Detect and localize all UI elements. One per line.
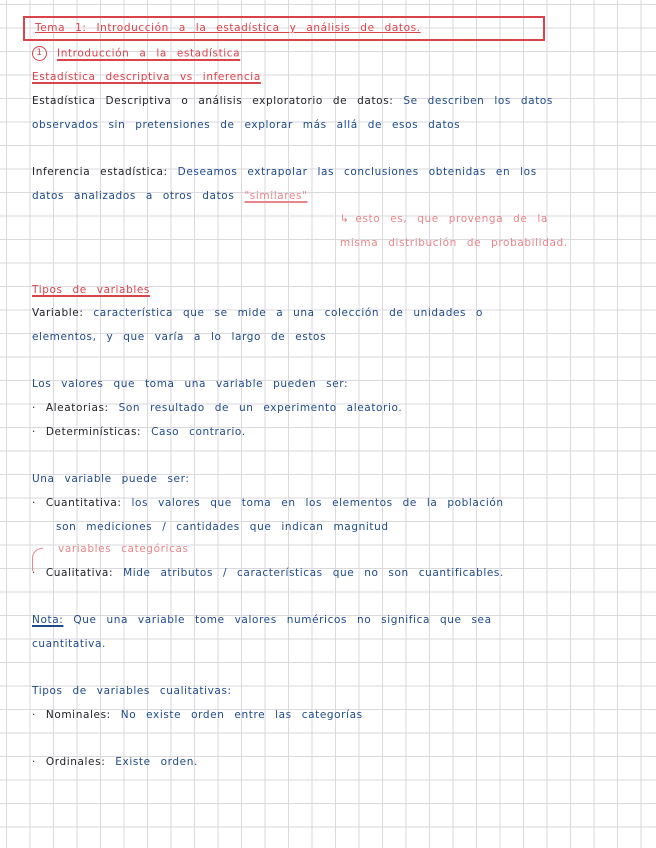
puede-intro: Una variable puede ser: <box>32 473 190 485</box>
inferencia-line-1 <box>32 165 648 179</box>
cualitativa-text: Mide atributos / características que no son cuantificables. <box>123 567 504 579</box>
inferencia-term: Inferencia estadística: <box>32 166 168 178</box>
section-heading <box>32 46 648 61</box>
deterministicas-line <box>32 425 648 439</box>
subheading: Estadística descriptiva vs inferencia <box>32 71 261 83</box>
inferencia-text-2: datos analizados a otros datos <box>32 190 235 202</box>
cualitativa-term: · Cualitativa: <box>32 567 114 579</box>
descriptiva-text-2: observados sin pretensiones de explorar más allá de esos datos <box>32 119 461 131</box>
categoricas-note: variables categóricas <box>58 543 189 555</box>
title-box <box>23 16 545 41</box>
tipos-heading: Tipos de variables <box>32 284 150 296</box>
nota-text-1: Que una variable tome valores numéricos no significa que sea <box>73 614 492 626</box>
valores-intro: Los valores que toma una variable pueden ser: <box>32 378 349 390</box>
deterministicas-term: · Determinísticas: <box>32 426 142 438</box>
inferencia-line-2 <box>32 189 648 203</box>
deterministicas-text: Caso contrario. <box>151 426 246 438</box>
nominales-term: · Nominales: <box>32 709 111 721</box>
descriptiva-text-1: Se describen los datos <box>403 95 554 107</box>
nominales-text: No existe orden entre las categorías <box>120 709 363 721</box>
nota-term: Nota: <box>32 614 64 626</box>
ordinales-text: Existe orden. <box>115 756 198 768</box>
inferencia-note-2: misma distribución de probabilidad. <box>340 237 568 249</box>
variable-line-1 <box>32 306 648 320</box>
descriptiva-term: Estadística Descriptiva o análisis exploratorio de datos: <box>32 95 394 107</box>
section-number: 1 <box>32 46 47 61</box>
similares-highlight: "similares" <box>244 190 308 202</box>
aleatorias-line <box>32 401 648 415</box>
page-title: Tema 1: Introducción a la estadística y análisis de datos. <box>35 22 421 34</box>
arrow-icon: ↳ <box>340 213 350 225</box>
ordinales-line <box>32 755 648 769</box>
cuantitativa-line-1 <box>32 496 648 510</box>
section-heading-text: Introducción a la estadística <box>57 47 241 60</box>
inferencia-note-1: ↳ esto es, que provenga de la <box>340 213 548 225</box>
nota-line-1 <box>32 613 648 627</box>
variable-text-1: característica que se mide a una colección de unidades o <box>93 307 484 319</box>
cuantitativa-text-1: los valores que toma en los elementos de la población <box>131 497 504 509</box>
variable-term: Variable: <box>32 307 84 319</box>
descriptiva-line-1 <box>32 94 648 108</box>
variable-text-2: elementos, y que varía a lo largo de estos <box>32 331 327 343</box>
cualitativas-heading: Tipos de variables cualitativas: <box>32 685 232 697</box>
aleatorias-text: Son resultado de un experimento aleatorio. <box>118 402 403 414</box>
ordinales-term: · Ordinales: <box>32 756 106 768</box>
cuantitativa-term: · Cuantitativa: <box>32 497 122 509</box>
cuantitativa-text-2: son mediciones / cantidades que indican magnitud <box>56 521 389 533</box>
cualitativa-line <box>32 566 648 580</box>
nominales-line <box>32 708 648 722</box>
nota-text-2: cuantitativa. <box>32 638 106 650</box>
inferencia-text-1: Deseamos extrapolar las conclusiones obtenidas en los <box>177 166 537 178</box>
aleatorias-term: · Aleatorias: <box>32 402 109 414</box>
